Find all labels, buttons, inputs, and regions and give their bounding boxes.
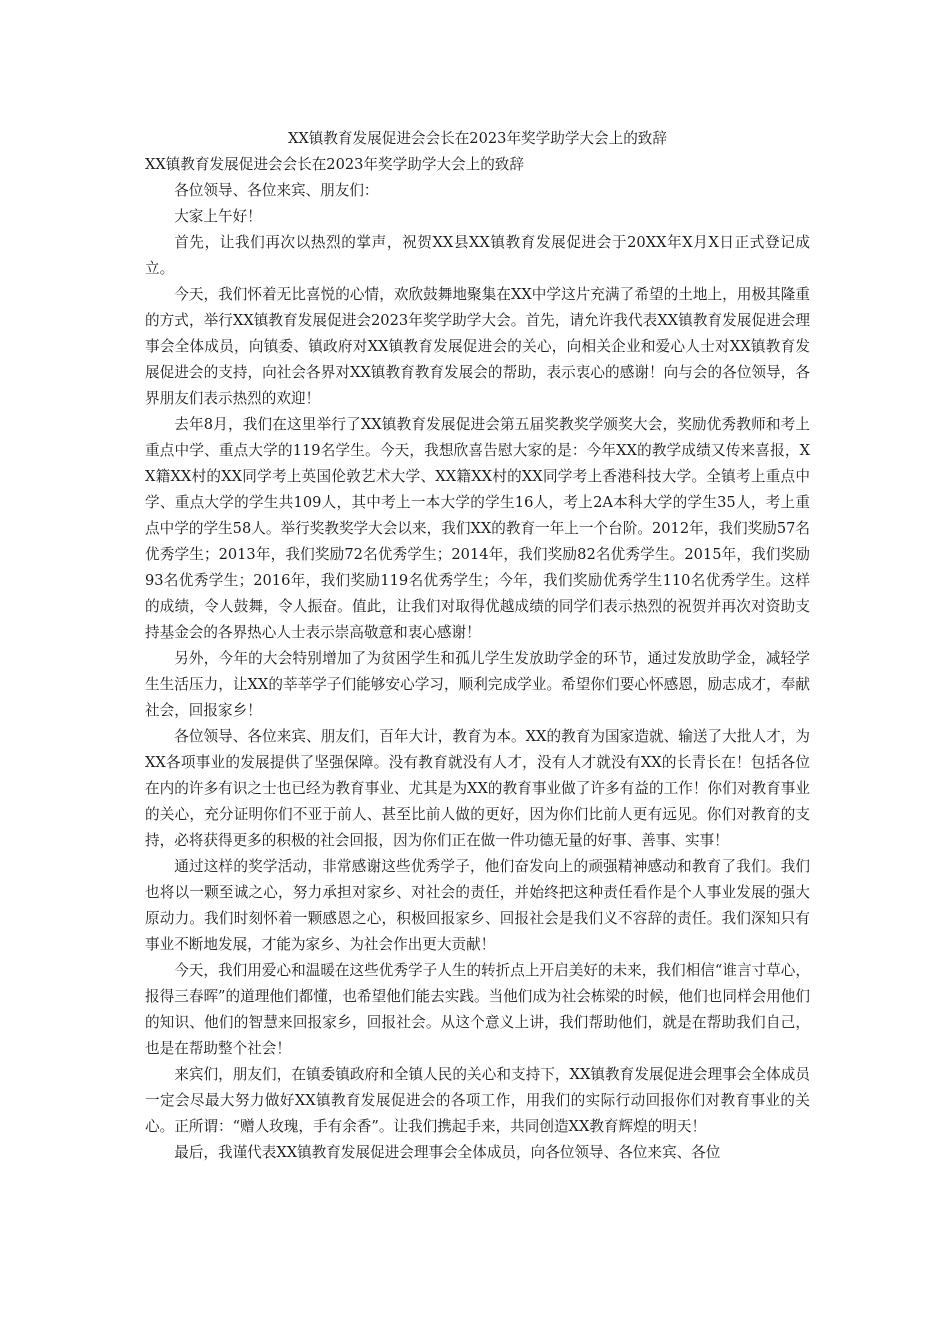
document-page — [145, 126, 810, 1166]
document-subtitle: XX镇教育发展促进会会长在2023年奖学助学大会上的致辞 — [145, 156, 524, 173]
paragraph: 各位领导、各位来宾、朋友们，百年大计，教育为本。XX的教育为国家造就、输送了大批人才，为XX各项事业的发展提供了坚强保障。没有教育就没有人才，没有人才就没有XX的长青长在！包括各位在内的许多有识之士也已经为教育事业、尤其是为XX的教育事业做了许多有益的工作！你们对教育事业的关心，充分证明你们不亚于前人、甚至比前人做的更好，因为你们比前人更有远见。你们对教育的支持，必将获得更多的积极的社会回报，因为你们正在做一件功德无量的好事、善事、实事！ — [145, 728, 810, 849]
greeting: 大家上午好！ — [174, 208, 262, 225]
paragraph: 今天，我们用爱心和温暖在这些优秀学子人生的转折点上开启美好的未来，我们相信“谁言寸草心，报得三春晖”的道理他们都懂，也希望他们能去实践。当他们成为社会栋梁的时候，他们也同样会用他们的知识、他们的智慧来回报家乡，回报社会。从这个意义上讲，我们帮助他们，就是在帮助我们自己，也是在帮助整个社会！ — [145, 962, 810, 1057]
salutation: 各位领导、各位来宾、朋友们： — [174, 182, 379, 199]
paragraph: 首先，让我们再次以热烈的掌声，祝贺XX县XX镇教育发展促进会于20XX年X月X日正式登记成立。 — [145, 234, 810, 277]
paragraph: 通过这样的奖学活动，非常感谢这些优秀学子，他们奋发向上的顽强精神感动和教育了我们。我们也将以一颗至诚之心，努力承担对家乡、对社会的责任，并始终把这种责任看作是个人事业发展的强大原动力。我们时刻怀着一颗感恩之心，积极回报家乡、回报社会是我们义不容辞的责任。我们深知只有事业不断地发展，才能为家乡、为社会作出更大贡献！ — [145, 858, 810, 953]
paragraph: 另外，今年的大会特别增加了为贫困学生和孤儿学生发放助学金的环节，通过发放助学金，减轻学生生活压力，让XX的莘莘学子们能够安心学习，顺利完成学业。希望你们要心怀感恩，励志成才，奉献社会，回报家乡！ — [145, 650, 810, 719]
document-title: XX镇教育发展促进会会长在2023年奖学助学大会上的致辞 — [288, 130, 667, 147]
paragraph: 去年8月，我们在这里举行了XX镇教育发展促进会第五届奖教奖学颁奖大会，奖励优秀教师和考上重点中学、重点大学的119名学生。今天，我想欣喜告慰大家的是：今年XX的教学成绩又传来喜报，XX籍XX村的XX同学考上英国伦敦艺术大学、XX籍XX村的XX同学考上香港科技大学。全镇考上重点中学、重点大学的学生共109人，其中考上一本大学的学生16人，考上2A本科大学的学生35人，考上重点中学的学生58人。举行奖教奖学大会以来，我们XX的教育一年上一个台阶。2012年，我们奖励57名优秀学生；2013年，我们奖励72名优秀学生；2014年，我们奖励82名优秀学生。2015年，我们奖励93名优秀学生；2016年，我们奖励119名优秀学生；今年，我们奖励优秀学生110名优秀学生。这样的成绩，令人鼓舞，令人振奋。值此，让我们对取得优越成绩的同学们表示热烈的祝贺并再次对资助支持基金会的各界热心人士表示崇高敬意和衷心感谢！ — [145, 416, 810, 641]
paragraph: 今天，我们怀着无比喜悦的心情，欢欣鼓舞地聚集在XX中学这片充满了希望的土地上，用极其隆重的方式，举行XX镇教育发展促进会2023年奖学助学大会。首先，请允许我代表XX镇教育发展促进会理事会全体成员，向镇委、镇政府对XX镇教育发展促进会的关心，向相关企业和爱心人士对XX镇教育发展促进会的支持，向社会各界对XX镇教育教育发展会的帮助，表示衷心的感谢！向与会的各位领导，各界朋友们表示热烈的欢迎！ — [145, 286, 810, 407]
paragraph: 来宾们，朋友们，在镇委镇政府和全镇人民的关心和支持下，XX镇教育发展促进会理事会全体成员一定会尽最大努力做好XX镇教育发展促进会的各项工作，用我们的实际行动回报你们对教育事业的关心。正所谓：“赠人玫瑰，手有余香”。让我们携起手来，共同创造XX教育辉煌的明天！ — [145, 1066, 810, 1135]
paragraph: 最后，我谨代表XX镇教育发展促进会理事会全体成员，向各位领导、各位来宾、各位 — [174, 1144, 721, 1161]
